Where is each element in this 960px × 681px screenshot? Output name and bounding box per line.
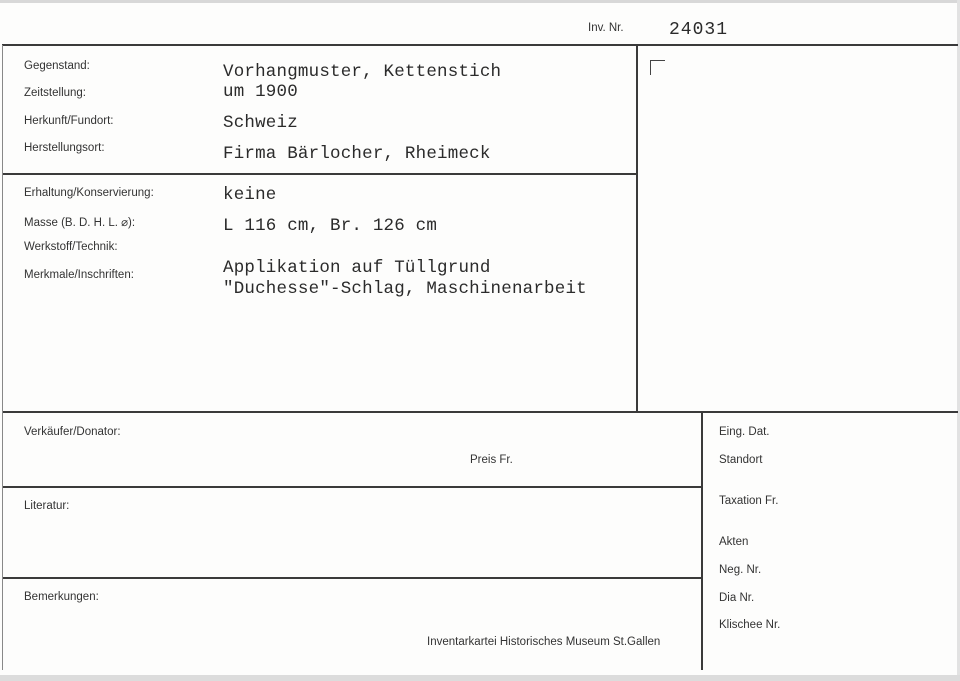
card-bottom-edge xyxy=(0,675,960,681)
section-divider-1 xyxy=(2,173,636,175)
header-divider xyxy=(2,44,958,46)
masse-value: L 116 cm, Br. 126 cm xyxy=(223,216,438,236)
herkunft-label: Herkunft/Fundort: xyxy=(24,115,114,127)
akten-label: Akten xyxy=(719,536,749,548)
taxation-label: Taxation Fr. xyxy=(719,495,779,507)
technik-line-2: "Duchesse"-Schlag, Maschinenarbeit xyxy=(223,279,587,299)
photo-corner-mark xyxy=(650,60,665,75)
eing-dat-label: Eing. Dat. xyxy=(719,426,770,438)
literatur-label: Literatur: xyxy=(24,500,70,512)
card-top-edge xyxy=(0,0,960,3)
neg-nr-label: Neg. Nr. xyxy=(719,564,762,576)
klischee-label: Klischee Nr. xyxy=(719,619,781,631)
gegenstand-value: Vorhangmuster, Kettenstich xyxy=(223,62,502,82)
section-divider-3 xyxy=(2,486,701,488)
inv-nr-label: Inv. Nr. xyxy=(588,22,624,34)
gegenstand-label: Gegenstand: xyxy=(24,60,90,72)
herstellungsort-label: Herstellungsort: xyxy=(24,142,105,154)
photo-area-divider xyxy=(636,45,638,412)
zeitstellung-label: Zeitstellung: xyxy=(24,87,87,99)
section-divider-2 xyxy=(2,411,958,413)
masse-label: Masse (B. D. H. L. ⌀): xyxy=(24,217,136,229)
standort-label: Standort xyxy=(719,454,763,466)
werkstoff-label: Werkstoff/Technik: xyxy=(24,241,118,253)
herstellungsort-value: Firma Bärlocher, Rheimeck xyxy=(223,144,491,164)
left-border xyxy=(2,45,3,670)
zeitstellung-value: um 1900 xyxy=(223,82,298,102)
bemerkungen-label: Bemerkungen: xyxy=(24,591,99,603)
merkmale-label: Merkmale/Inschriften: xyxy=(24,269,134,281)
section-divider-4 xyxy=(2,577,701,579)
erhaltung-label: Erhaltung/Konservierung: xyxy=(24,187,154,199)
right-column-divider xyxy=(701,412,703,670)
card-footer-text: Inventarkartei Historisches Museum St.Gallen xyxy=(427,636,661,648)
dia-nr-label: Dia Nr. xyxy=(719,592,755,604)
technik-line-1: Applikation auf Tüllgrund xyxy=(223,258,491,278)
preis-label: Preis Fr. xyxy=(470,454,513,466)
verkaeufer-label: Verkäufer/Donator: xyxy=(24,426,121,438)
herkunft-value: Schweiz xyxy=(223,113,298,133)
inv-nr-value: 24031 xyxy=(669,20,729,40)
erhaltung-value: keine xyxy=(223,185,277,205)
